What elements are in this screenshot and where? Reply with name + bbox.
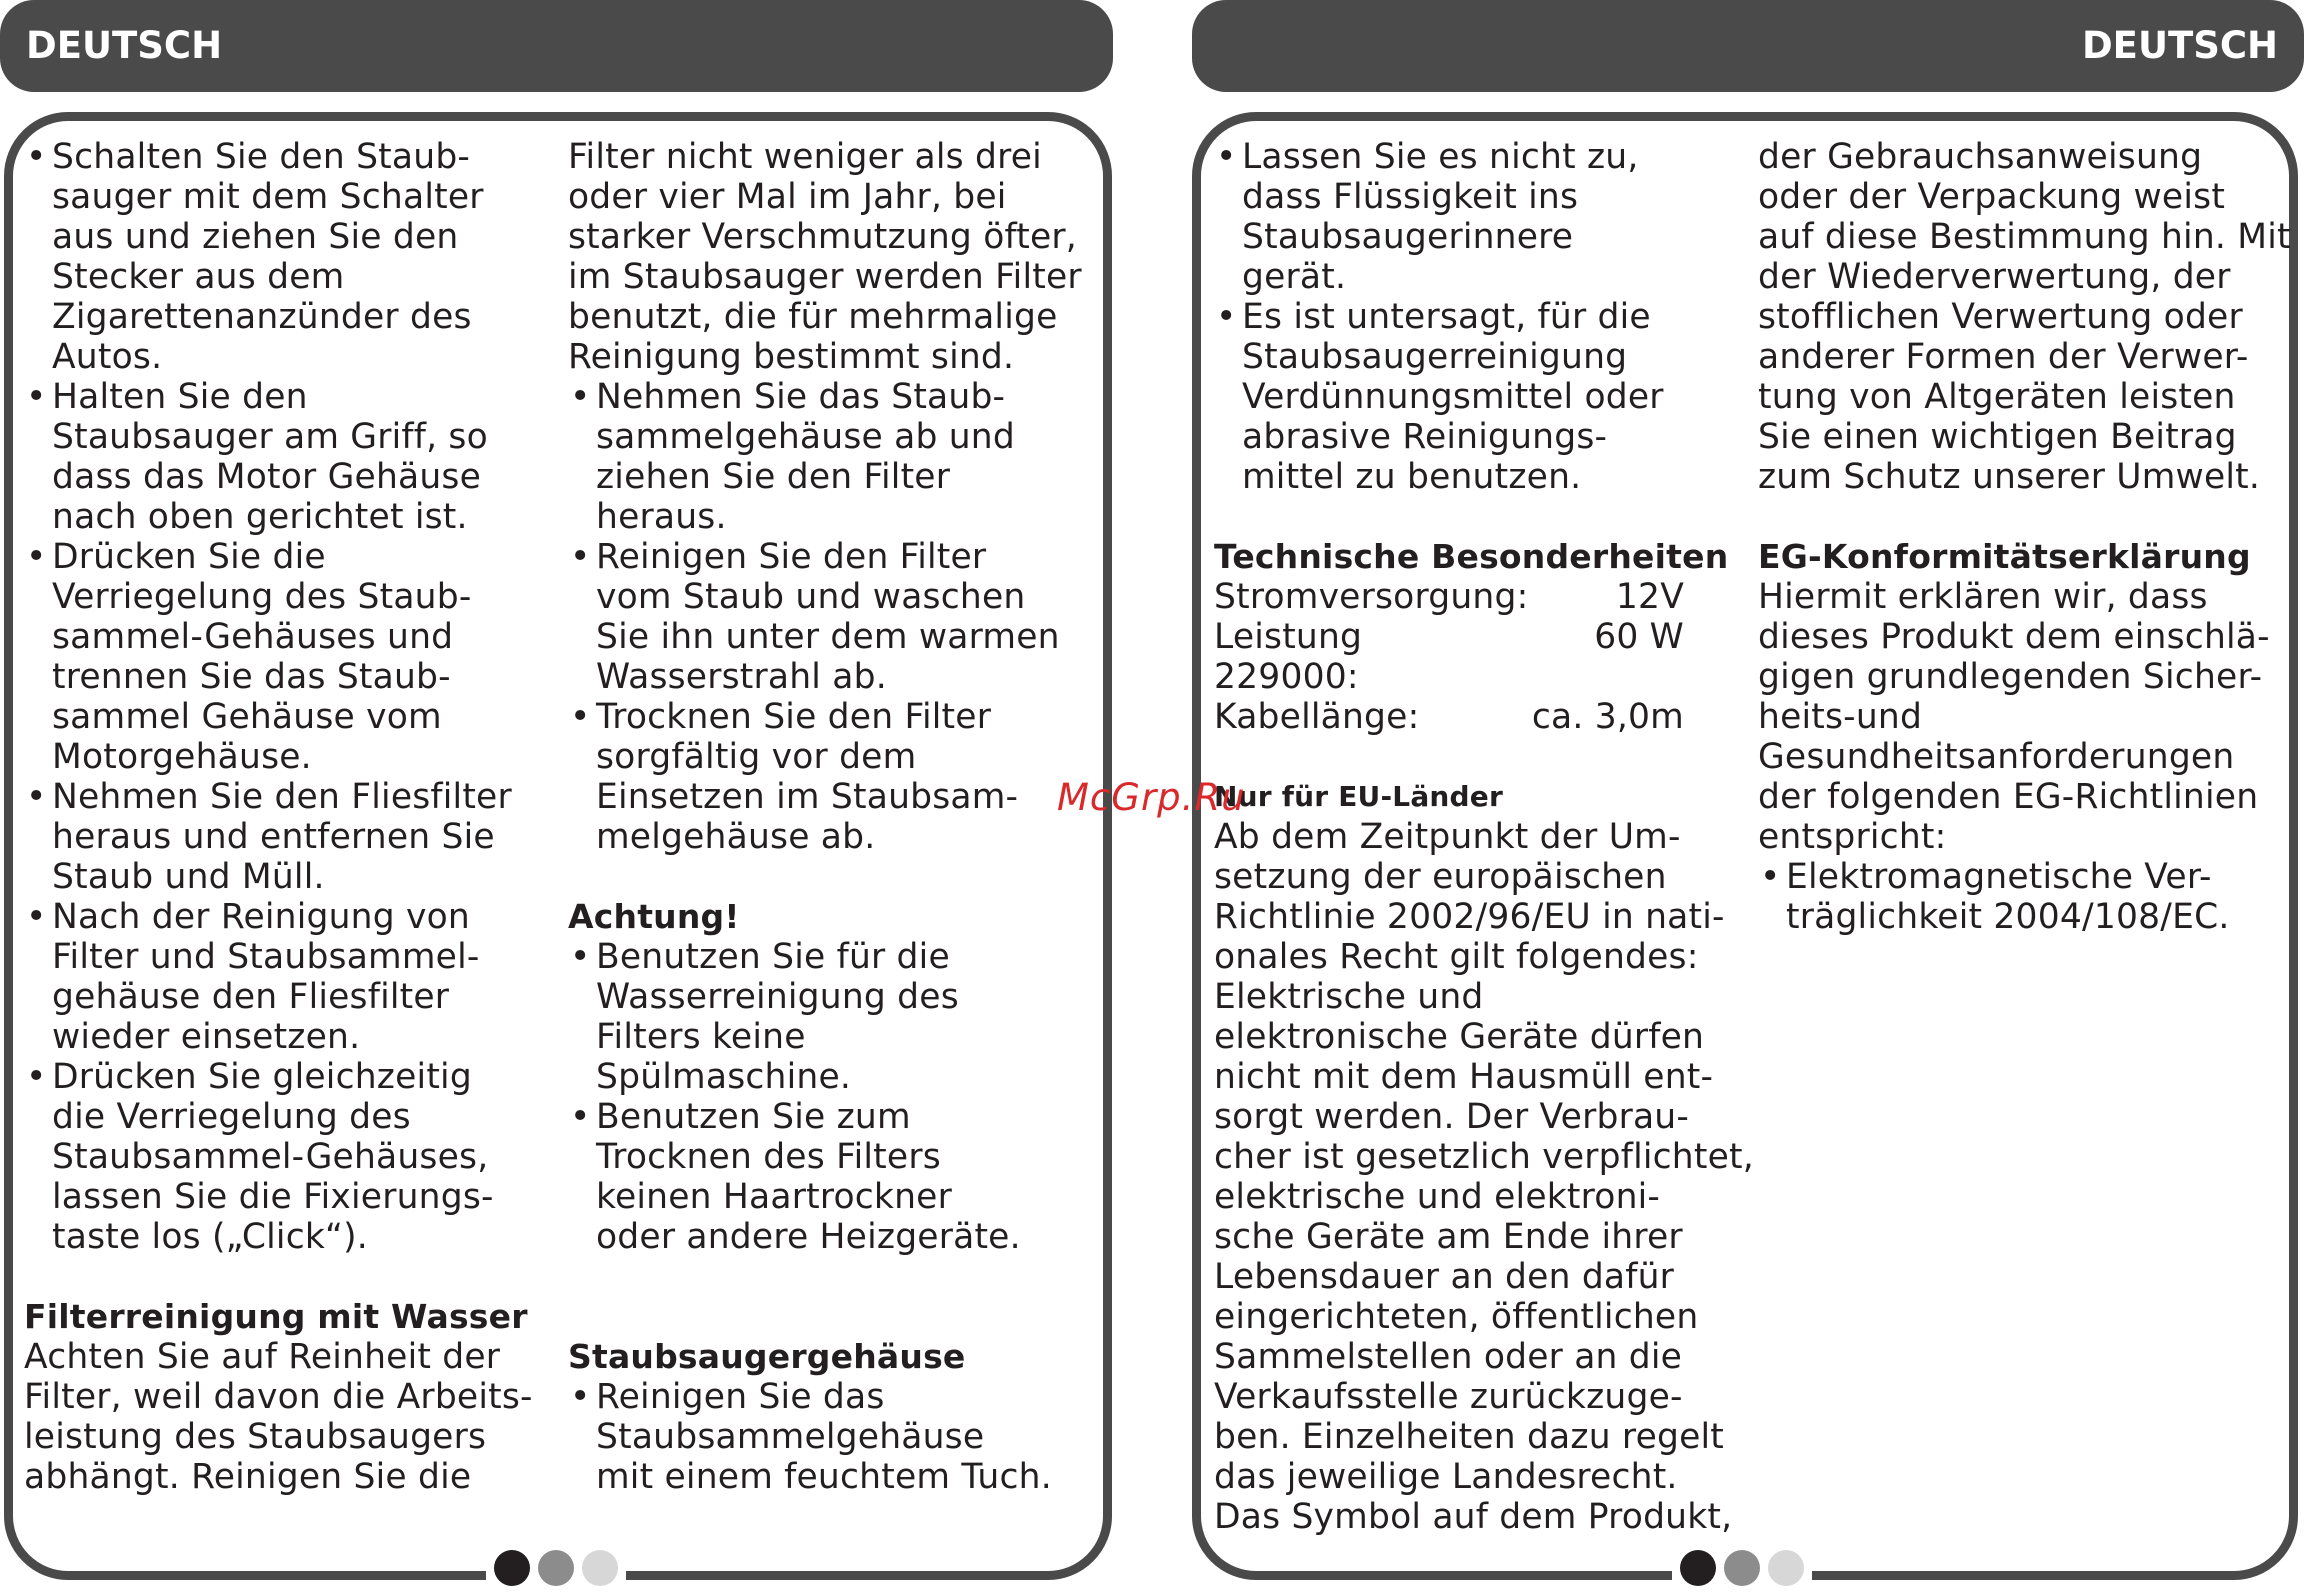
text-line: cher ist gesetzlich verpflichtet,: [1214, 1137, 1754, 1177]
list-item: [1758, 857, 2298, 937]
text-line: Nehmen Sie das Staub-: [596, 377, 1006, 417]
page-dot-active: [494, 1550, 530, 1586]
text-line: Gesundheitsanforderungen: [1758, 737, 2235, 777]
page-dot: [1724, 1550, 1760, 1586]
text-line: trennen Sie das Staub-: [52, 657, 451, 697]
section-heading-housing: Staubsaugergehäuse: [568, 1337, 966, 1376]
text-line: Staubsaugerreinigung: [1242, 337, 1628, 377]
page-indicator-left: [486, 1544, 626, 1592]
text-line: der Gebrauchsanweisung: [1758, 137, 2203, 177]
text-line: Wasserreinigung des: [596, 977, 959, 1017]
list-item: [568, 1097, 1088, 1257]
list-item: [568, 537, 1088, 697]
text-line: Trocknen Sie den Filter: [596, 697, 992, 737]
list-item: [24, 537, 544, 777]
warning-list: [1214, 137, 1754, 497]
column-1: [24, 137, 544, 1497]
section-heading-technical: Technische Besonderheiten: [1214, 537, 1729, 576]
text-line: heits-und: [1758, 697, 1923, 737]
column-4: [1758, 137, 2298, 937]
section-heading-ec-conformity: EG-Konformitätserklärung: [1758, 537, 2251, 576]
attention-list: [568, 937, 1088, 1257]
text-line: sche Geräte am Ende ihrer: [1214, 1217, 1683, 1257]
filter-wash-steps-list: [568, 377, 1088, 857]
list-item: [568, 377, 1088, 537]
housing-list: [568, 1377, 1088, 1497]
text-line: Staub und Müll.: [52, 857, 325, 897]
text-line: nach oben gerichtet ist.: [52, 497, 468, 537]
text-line: Filters keine: [596, 1017, 806, 1057]
column-3: [1214, 137, 1754, 1537]
text-line: der Wiederverwertung, der: [1758, 257, 2231, 297]
text-line: Reinigen Sie den Filter: [596, 537, 987, 577]
header-bar-right: [1192, 0, 2304, 92]
text-line: Zigarettenanzünder des: [52, 297, 472, 337]
text-line: elektronische Geräte dürfen: [1214, 1017, 1705, 1057]
spec-row: [1214, 577, 1754, 617]
page-indicator-right: [1672, 1544, 1812, 1592]
list-item: [24, 377, 544, 537]
spec-label: Stromversorgung:: [1214, 577, 1529, 617]
spec-row: [1214, 617, 1754, 697]
text-line: Nehmen Sie den Fliesfilter: [52, 777, 512, 817]
text-line: tung von Altgeräten leisten: [1758, 377, 2236, 417]
text-line: Benutzen Sie für die: [596, 937, 950, 977]
text-line: Halten Sie den: [52, 377, 308, 417]
text-line: Richtlinie 2002/96/EU in nati-: [1214, 897, 1725, 937]
eu-disposal-paragraph-continued: [1758, 137, 2298, 497]
text-line: Nach der Reinigung von: [52, 897, 470, 937]
text-line: Verriegelung des Staub-: [52, 577, 472, 617]
list-item: [24, 137, 544, 377]
text-line: leistung des Staubsaugers: [24, 1417, 487, 1457]
spec-value: 12V: [1615, 577, 1684, 617]
text-line: gigen grundlegenden Sicher-: [1758, 657, 2263, 697]
text-line: melgehäuse ab.: [596, 817, 876, 857]
text-line: Elektrische und: [1214, 977, 1484, 1017]
text-line: taste los („Click“).: [52, 1217, 368, 1257]
cleaning-steps-list: [24, 137, 544, 1257]
text-line: benutzt, die für mehrmalige: [568, 297, 1058, 337]
text-line: heraus und entfernen Sie: [52, 817, 495, 857]
text-line: Autos.: [52, 337, 163, 377]
text-line: vom Staub und waschen: [596, 577, 1026, 617]
text-line: ziehen Sie den Filter: [596, 457, 951, 497]
filter-cleaning-paragraph: [24, 1337, 544, 1497]
text-line: onales Recht gilt folgendes:: [1214, 937, 1699, 977]
text-line: elektrische und elektroni-: [1214, 1177, 1661, 1217]
eu-disposal-paragraph: [1214, 817, 1754, 1537]
text-line: Trocknen des Filters: [596, 1137, 941, 1177]
column-2: [568, 137, 1088, 1497]
text-line: Elektromagnetische Ver-: [1786, 857, 2212, 897]
list-item: [24, 777, 544, 897]
text-line: setzung der europäischen: [1214, 857, 1667, 897]
text-line: Das Symbol auf dem Produkt,: [1214, 1497, 1733, 1537]
text-line: Hiermit erklären wir, dass: [1758, 577, 2208, 617]
text-line: Ab dem Zeitpunkt der Um-: [1214, 817, 1681, 857]
text-line: Drücken Sie die: [52, 537, 326, 577]
text-line: zum Schutz unserer Umwelt.: [1758, 457, 2261, 497]
text-line: nicht mit dem Hausmüll ent-: [1214, 1057, 1714, 1097]
text-line: auf diese Bestimmung hin. Mit: [1758, 217, 2291, 257]
text-line: dass Flüssigkeit ins: [1242, 177, 1579, 217]
text-line: mittel zu benutzen.: [1242, 457, 1582, 497]
header-language-right: DEUTSCH: [2081, 24, 2278, 67]
text-line: Sie einen wichtigen Beitrag: [1758, 417, 2237, 457]
text-line: Drücken Sie gleichzeitig: [52, 1057, 472, 1097]
text-line: Staubsammel-Gehäuses,: [52, 1137, 489, 1177]
header-language-left: DEUTSCH: [26, 24, 223, 67]
text-line: Staubsauger am Griff, so: [52, 417, 488, 457]
list-item: [24, 897, 544, 1057]
text-line: eingerichteten, öffentlichen: [1214, 1297, 1699, 1337]
text-line: Lebensdauer an den dafür: [1214, 1257, 1675, 1297]
text-line: sammelgehäuse ab und: [596, 417, 1015, 457]
text-line: anderer Formen der Verwer-: [1758, 337, 2249, 377]
ec-conformity-paragraph: [1758, 577, 2298, 857]
text-line: Achten Sie auf Reinheit der: [24, 1337, 501, 1377]
text-line: Stecker aus dem: [52, 257, 345, 297]
text-line: Benutzen Sie zum: [596, 1097, 911, 1137]
text-line: gehäuse den Fliesfilter: [52, 977, 450, 1017]
list-item: [1214, 297, 1754, 497]
text-line: starker Verschmutzung öfter,: [568, 217, 1077, 257]
text-line: Reinigung bestimmt sind.: [568, 337, 1015, 377]
text-line: stofflichen Verwertung oder: [1758, 297, 2243, 337]
text-line: Lassen Sie es nicht zu,: [1242, 137, 1639, 177]
text-line: Staubsaugerinnere: [1242, 217, 1574, 257]
text-line: sammel Gehäuse vom: [52, 697, 442, 737]
text-line: keinen Haartrockner: [596, 1177, 952, 1217]
text-line: Verkaufsstelle zurückzuge-: [1214, 1377, 1683, 1417]
text-line: Sammelstellen oder an die: [1214, 1337, 1683, 1377]
text-line: lassen Sie die Fixierungs-: [52, 1177, 494, 1217]
list-item: [568, 937, 1088, 1097]
list-item: [1214, 137, 1754, 297]
ec-directives-list: [1758, 857, 2298, 937]
text-line: dieses Produkt dem einschlä-: [1758, 617, 2270, 657]
text-line: Einsetzen im Staubsam-: [596, 777, 1019, 817]
spec-label: Leistung 229000:: [1214, 617, 1363, 697]
text-line: oder andere Heizgeräte.: [596, 1217, 1021, 1257]
text-line: wieder einsetzen.: [52, 1017, 361, 1057]
page-dot: [582, 1550, 618, 1586]
spec-row: [1214, 697, 1754, 737]
text-line: Spülmaschine.: [596, 1057, 852, 1097]
page-dot: [1768, 1550, 1804, 1586]
text-line: Reinigen Sie das: [596, 1377, 885, 1417]
section-heading-filter-cleaning: Filterreinigung mit Wasser: [24, 1297, 528, 1336]
text-line: Sie ihn unter dem warmen: [596, 617, 1060, 657]
text-line: im Staubsauger werden Filter: [568, 257, 1082, 297]
spec-value: ca. 3,0m: [1531, 697, 1684, 737]
text-line: Filter, weil davon die Arbeits-: [24, 1377, 533, 1417]
text-line: aus und ziehen Sie den: [52, 217, 459, 257]
text-line: der folgenden EG-Richtlinien: [1758, 777, 2259, 817]
text-line: sorgfältig vor dem: [596, 737, 917, 777]
text-line: dass das Motor Gehäuse: [52, 457, 482, 497]
filter-cleaning-paragraph-continued: [568, 137, 1088, 377]
header-bar-left: [0, 0, 1113, 92]
text-line: abrasive Reinigungs-: [1242, 417, 1608, 457]
text-line: Verdünnungsmittel oder: [1242, 377, 1664, 417]
text-line: Schalten Sie den Staub-: [52, 137, 471, 177]
text-line: oder der Verpackung weist: [1758, 177, 2226, 217]
spec-value: 60 W: [1594, 617, 1684, 657]
text-line: Filter und Staubsammel-: [52, 937, 480, 977]
text-line: sammel-Gehäuses und: [52, 617, 454, 657]
list-item: [568, 697, 1088, 857]
text-line: mit einem feuchtem Tuch.: [596, 1457, 1052, 1497]
text-line: abhängt. Reinigen Sie die: [24, 1457, 472, 1497]
spec-table: [1214, 577, 1754, 737]
section-heading-eu: Nur für EU-Länder: [1214, 780, 1503, 813]
text-line: die Verriegelung des: [52, 1097, 411, 1137]
text-line: Staubsammelgehäuse: [596, 1417, 985, 1457]
text-line: heraus.: [596, 497, 727, 537]
page-dot-active: [1680, 1550, 1716, 1586]
page-dot: [538, 1550, 574, 1586]
text-line: träglichkeit 2004/108/EC.: [1786, 897, 2230, 937]
text-line: sauger mit dem Schalter: [52, 177, 484, 217]
section-heading-attention: Achtung!: [568, 897, 740, 936]
text-line: oder vier Mal im Jahr, bei: [568, 177, 1007, 217]
list-item: [24, 1057, 544, 1257]
spec-label: Kabellänge:: [1214, 697, 1420, 737]
list-item: [568, 1377, 1088, 1497]
text-line: sorgt werden. Der Verbrau-: [1214, 1097, 1690, 1137]
text-line: Motorgehäuse.: [52, 737, 312, 777]
watermark-text: McGrp.Ru: [1057, 776, 1246, 819]
text-line: entspricht:: [1758, 817, 1947, 857]
text-line: das jeweilige Landesrecht.: [1214, 1457, 1678, 1497]
text-line: Es ist untersagt, für die: [1242, 297, 1651, 337]
text-line: gerät.: [1242, 257, 1347, 297]
text-line: Wasserstrahl ab.: [596, 657, 887, 697]
text-line: Filter nicht weniger als drei: [568, 137, 1042, 177]
text-line: ben. Einzelheiten dazu regelt: [1214, 1417, 1725, 1457]
